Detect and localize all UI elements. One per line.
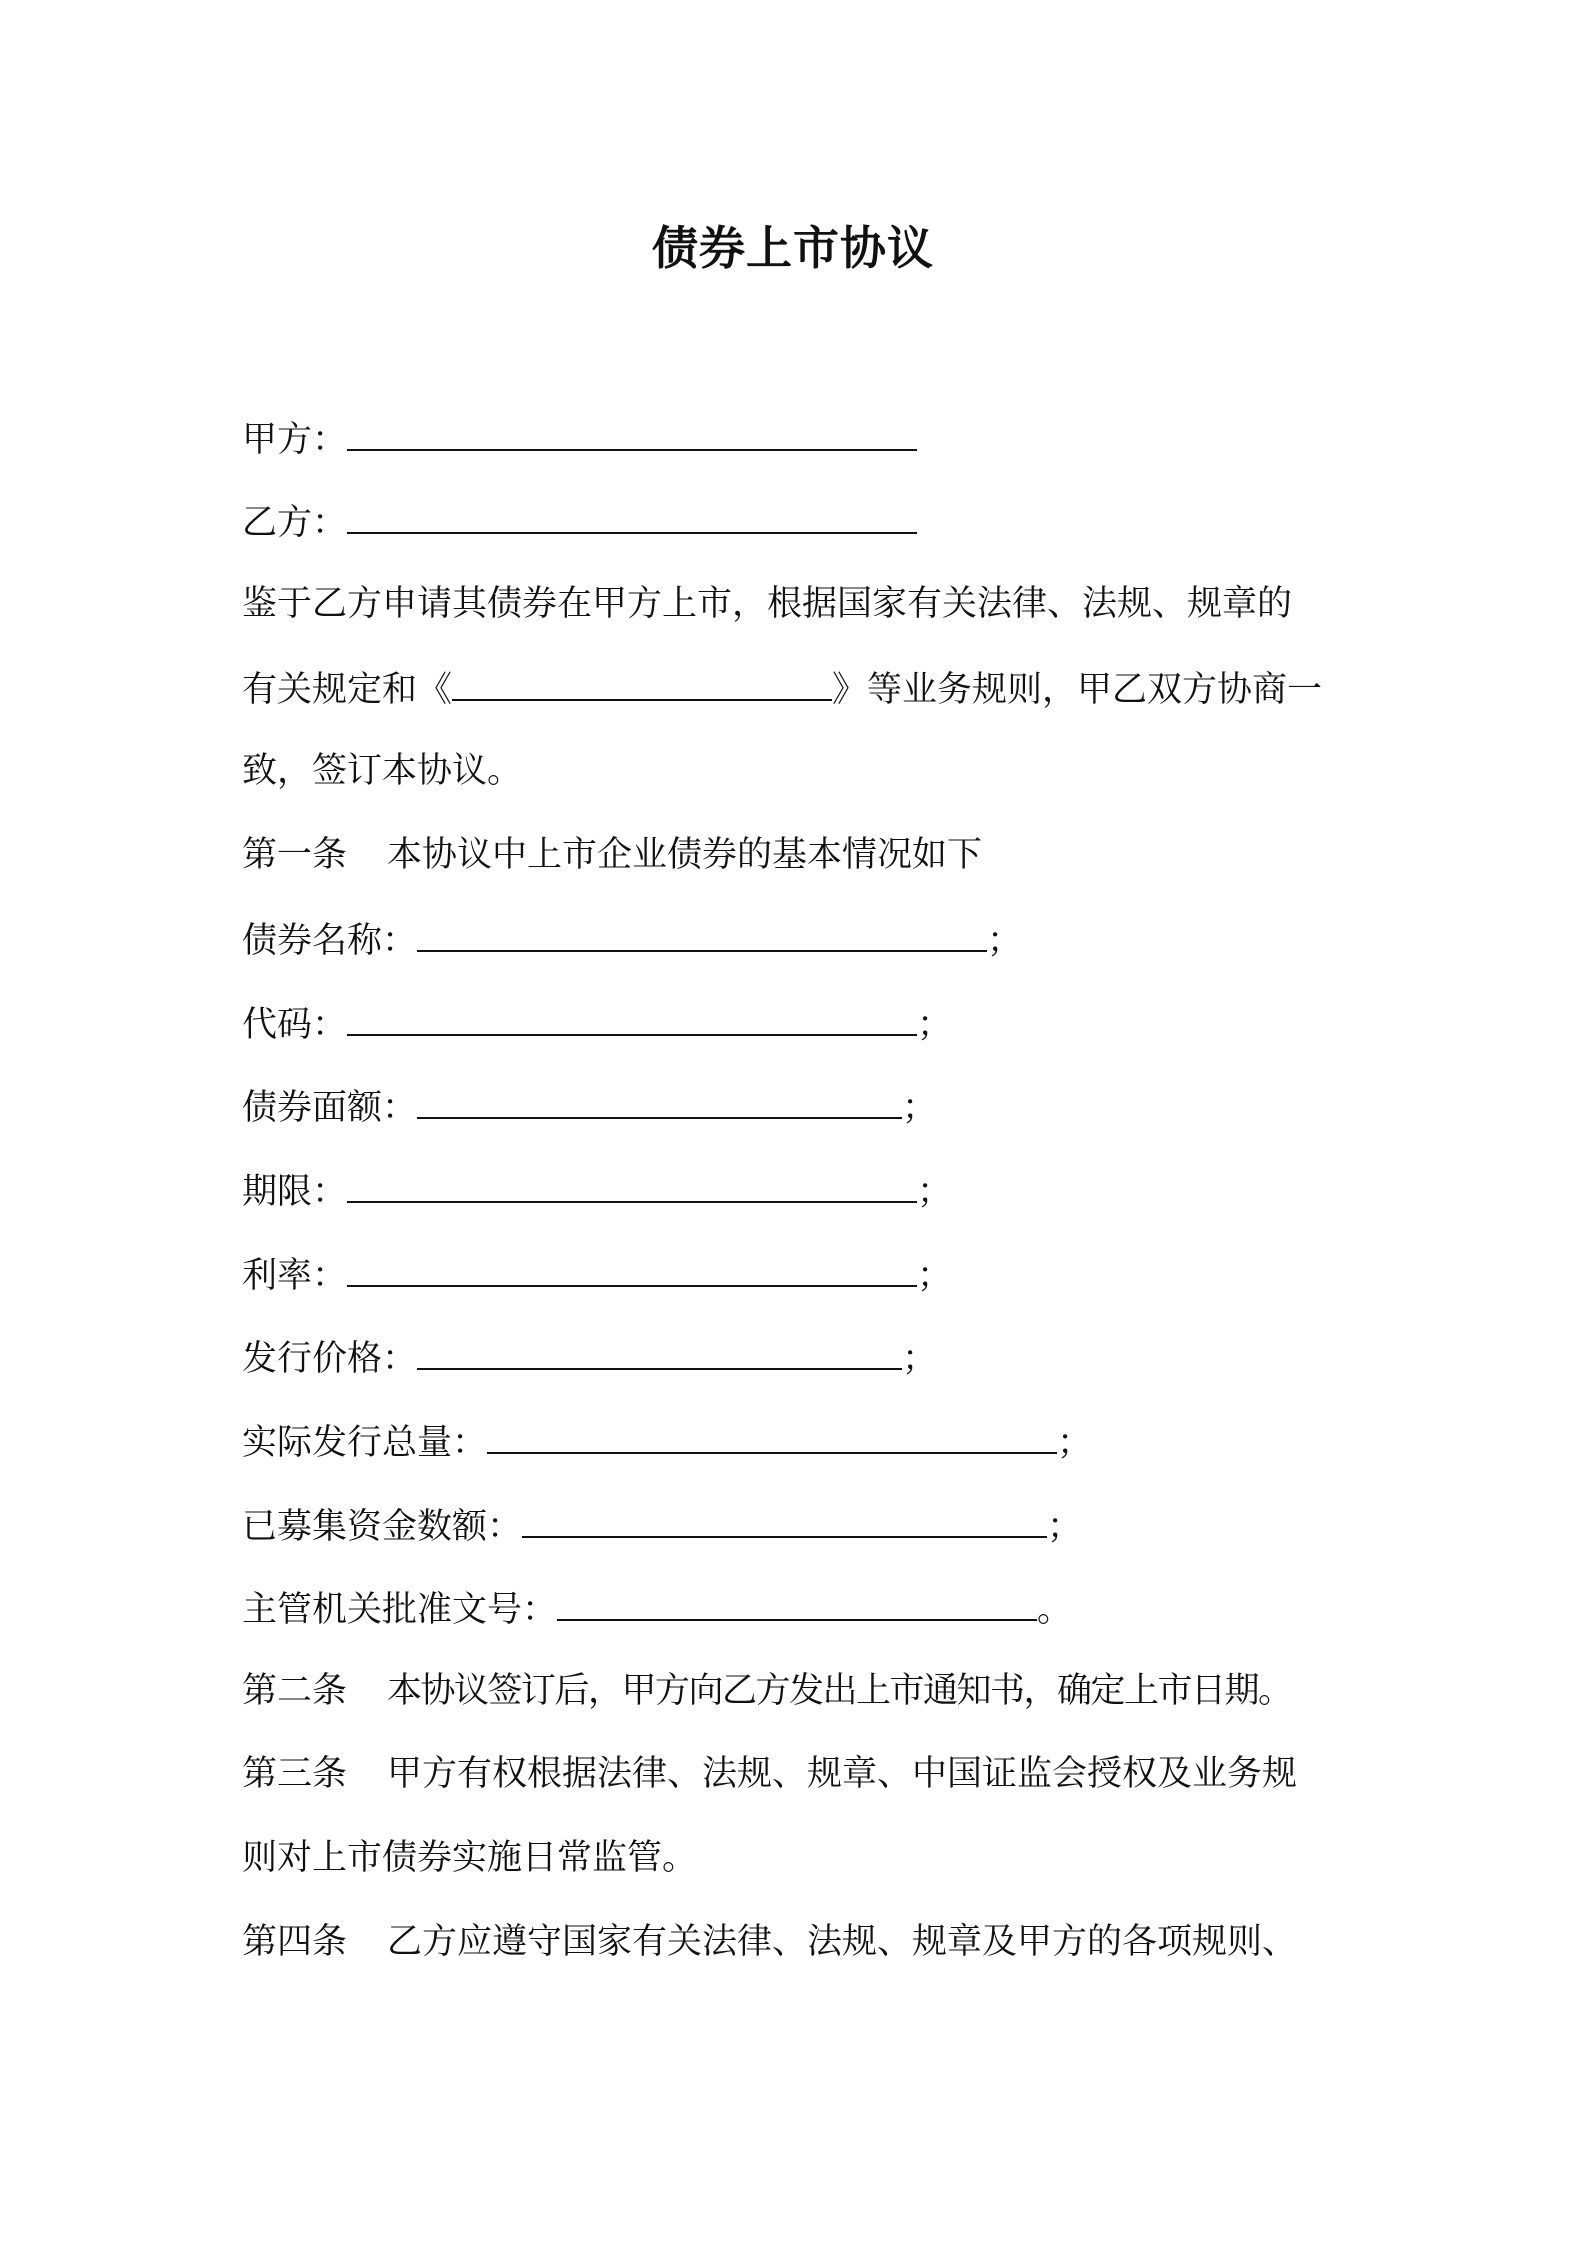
field-label: 债券名称：	[242, 921, 418, 961]
field-label: 代码：	[242, 1005, 348, 1045]
field-code	[242, 998, 952, 1049]
field-blank[interactable]	[417, 1332, 902, 1370]
field-end: ；	[917, 1256, 953, 1296]
party-b-blank[interactable]	[347, 496, 917, 534]
article-4	[242, 1918, 1297, 1966]
field-actual-issue-total	[242, 1416, 1092, 1467]
field-label: 期限：	[242, 1172, 348, 1212]
article-4-text: 乙方应遵守国家有关法律、法规、规章及甲方的各项规则、	[387, 1922, 1298, 1962]
field-raised-funds	[242, 1500, 1082, 1551]
article-3-label: 第三条	[242, 1754, 348, 1794]
article-1-text: 本协议中上市企业债券的基本情况如下	[387, 835, 983, 875]
field-blank[interactable]	[347, 1249, 917, 1287]
field-end: ；	[902, 1339, 938, 1379]
preamble-line-3: 致，签订本协议。	[242, 751, 523, 791]
field-label: 利率：	[242, 1256, 348, 1296]
article-1	[242, 831, 982, 879]
preamble-line-2	[242, 663, 1322, 714]
article-3-text-1: 甲方有权根据法律、法规、规章、中国证监会授权及业务规	[387, 1754, 1298, 1794]
field-interest-rate	[242, 1249, 952, 1300]
field-end: ；	[917, 1172, 953, 1212]
field-label: 债券面额：	[242, 1088, 418, 1128]
article-4-label: 第四条	[242, 1922, 348, 1962]
field-label: 发行价格：	[242, 1339, 418, 1379]
field-blank[interactable]	[557, 1583, 1037, 1621]
article-2-text: 本协议签订后，甲方向乙方发出上市通知书，确定上市日期。	[387, 1671, 1292, 1711]
party-a-line	[242, 413, 917, 464]
party-b-line	[242, 496, 917, 547]
field-bond-name	[242, 914, 1022, 965]
preamble-line-1: 鉴于乙方申请其债券在甲方上市，根据国家有关法律、法规、规章的	[242, 584, 1293, 624]
field-end: ；	[902, 1088, 938, 1128]
field-face-value	[242, 1081, 937, 1132]
field-end: 。	[1037, 1590, 1073, 1630]
field-approval-number	[242, 1583, 1072, 1634]
field-label: 实际发行总量：	[242, 1423, 488, 1463]
business-rules-blank[interactable]	[452, 663, 832, 701]
field-end: ；	[1047, 1507, 1083, 1547]
field-blank[interactable]	[347, 1165, 917, 1203]
field-term	[242, 1165, 952, 1216]
preamble-line-2-post: 》等业务规则，甲乙双方协商一	[832, 670, 1323, 710]
article-1-label: 第一条	[242, 835, 348, 875]
field-blank[interactable]	[417, 1081, 902, 1119]
field-blank[interactable]	[347, 998, 917, 1036]
party-a-label: 甲方：	[242, 420, 348, 460]
article-2-label: 第二条	[242, 1671, 348, 1711]
document-title: 债券上市协议	[652, 221, 934, 275]
field-issue-price	[242, 1332, 937, 1383]
preamble-line-2-pre: 有关规定和《	[242, 670, 453, 710]
party-b-label: 乙方：	[242, 503, 348, 543]
field-blank[interactable]	[417, 914, 987, 952]
field-blank[interactable]	[522, 1500, 1047, 1538]
party-a-blank[interactable]	[347, 413, 917, 451]
field-blank[interactable]	[487, 1416, 1057, 1454]
field-label: 主管机关批准文号：	[242, 1590, 558, 1630]
article-3-continued: 则对上市债券实施日常监管。	[242, 1838, 698, 1878]
article-2	[242, 1667, 1292, 1715]
field-end: ；	[1057, 1423, 1093, 1463]
article-3	[242, 1750, 1297, 1798]
field-end: ；	[987, 921, 1023, 961]
field-end: ；	[917, 1005, 953, 1045]
field-label: 已募集资金数额：	[242, 1507, 523, 1547]
